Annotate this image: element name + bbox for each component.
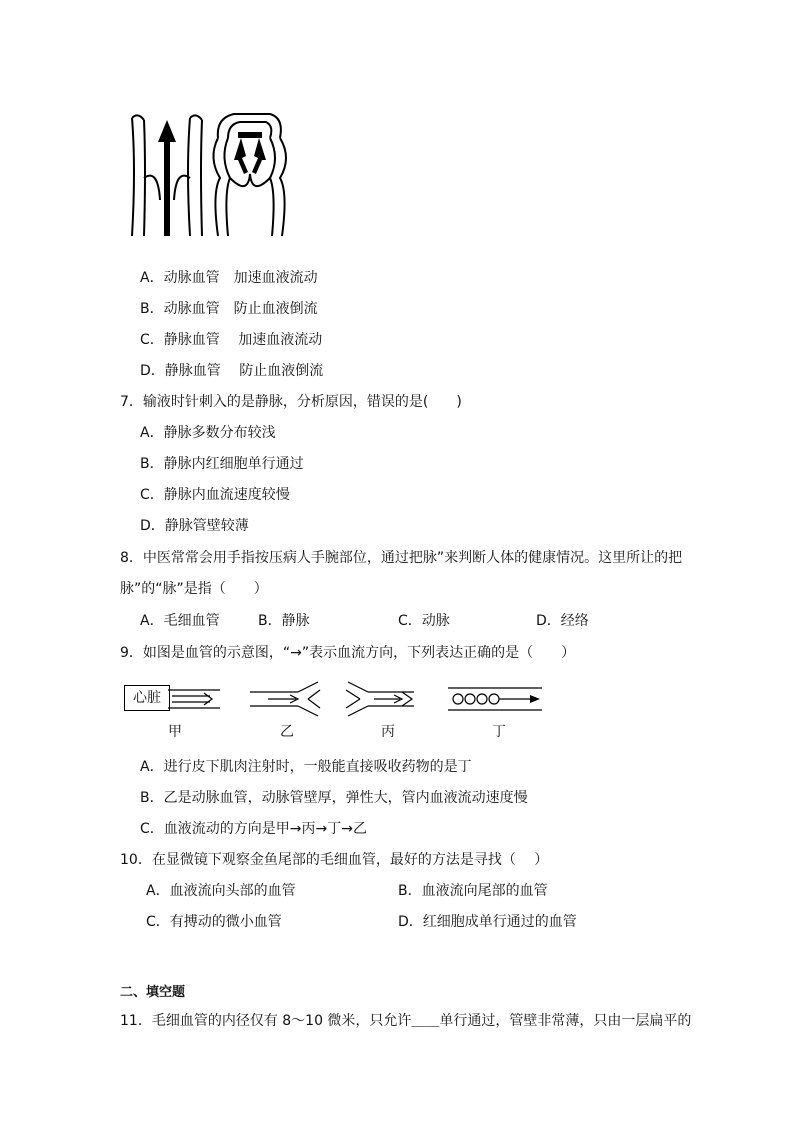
q8-option-d: D．经络 xyxy=(536,613,589,629)
q9-stem: 9．如图是血管的示意图，“→”表示血流方向，下列表达正确的是（ ） xyxy=(120,645,576,661)
vessel-diagram xyxy=(168,680,548,720)
q6-option-c: C．静脉血管 加速血液流动 xyxy=(140,332,323,348)
q9-option-a: A．进行皮下肌肉注射时，一般能直接吸收药物的是丁 xyxy=(140,759,472,775)
q8-stem-line2: 脉”的“脉”是指（ ） xyxy=(120,581,268,597)
q7-option-d: D．静脉管壁较薄 xyxy=(140,518,249,534)
q6-option-a: A．动脉血管 加速血液流动 xyxy=(140,270,318,286)
q10-option-b: B．血液流向尾部的血管 xyxy=(398,883,548,899)
q10-option-c: C．有搏动的微小血管 xyxy=(146,914,282,930)
q10-stem: 10．在显微镜下观察金鱼尾部的毛细血管，最好的方法是寻找（ ） xyxy=(120,852,549,868)
q11-stem-line1: 11．毛细血管的内径仅有 8～10 微米，只允许＿＿单行通过，管壁非常薄，只由一层扁平的 xyxy=(120,1013,692,1029)
label-ding: 丁 xyxy=(492,724,506,740)
q10-option-a: A．血液流向头部的血管 xyxy=(146,883,296,899)
label-bing: 丙 xyxy=(381,724,395,740)
label-jia: 甲 xyxy=(168,724,182,740)
q7-option-c: C．静脉内血流速度较慢 xyxy=(140,487,290,503)
q6-option-d: D．静脉血管 防止血液倒流 xyxy=(140,363,324,379)
q8-option-c: C．动脉 xyxy=(398,613,450,629)
q8-option-a: A．毛细血管 xyxy=(140,613,220,629)
heart-box: 心脏 xyxy=(124,685,170,711)
q6-option-b: B．动脉血管 防止血液倒流 xyxy=(140,301,318,317)
vein-valve-figure xyxy=(120,108,300,243)
q10-option-d: D．红细胞成单行通过的血管 xyxy=(398,914,577,930)
section-title: 二、填空题 xyxy=(120,985,186,1000)
q8-option-b: B．静脉 xyxy=(258,613,310,629)
q7-stem: 7．输液时针刺入的是静脉，分析原因，错误的是( ) xyxy=(120,394,462,410)
q9-option-b: B．乙是动脉血管，动脉管壁厚，弹性大，管内血液流动速度慢 xyxy=(140,790,528,806)
q8-stem-line1: 8．中医常常会用手指按压病人手腕部位，通过把脉”来判断人体的健康情况。这里所让的把 xyxy=(120,550,683,566)
q7-option-b: B．静脉内红细胞单行通过 xyxy=(140,456,304,472)
label-yi: 乙 xyxy=(280,724,294,740)
q7-option-a: A．静脉多数分布较浅 xyxy=(140,425,276,441)
q9-option-c: C．血液流动的方向是甲→丙→丁→乙 xyxy=(140,821,367,837)
